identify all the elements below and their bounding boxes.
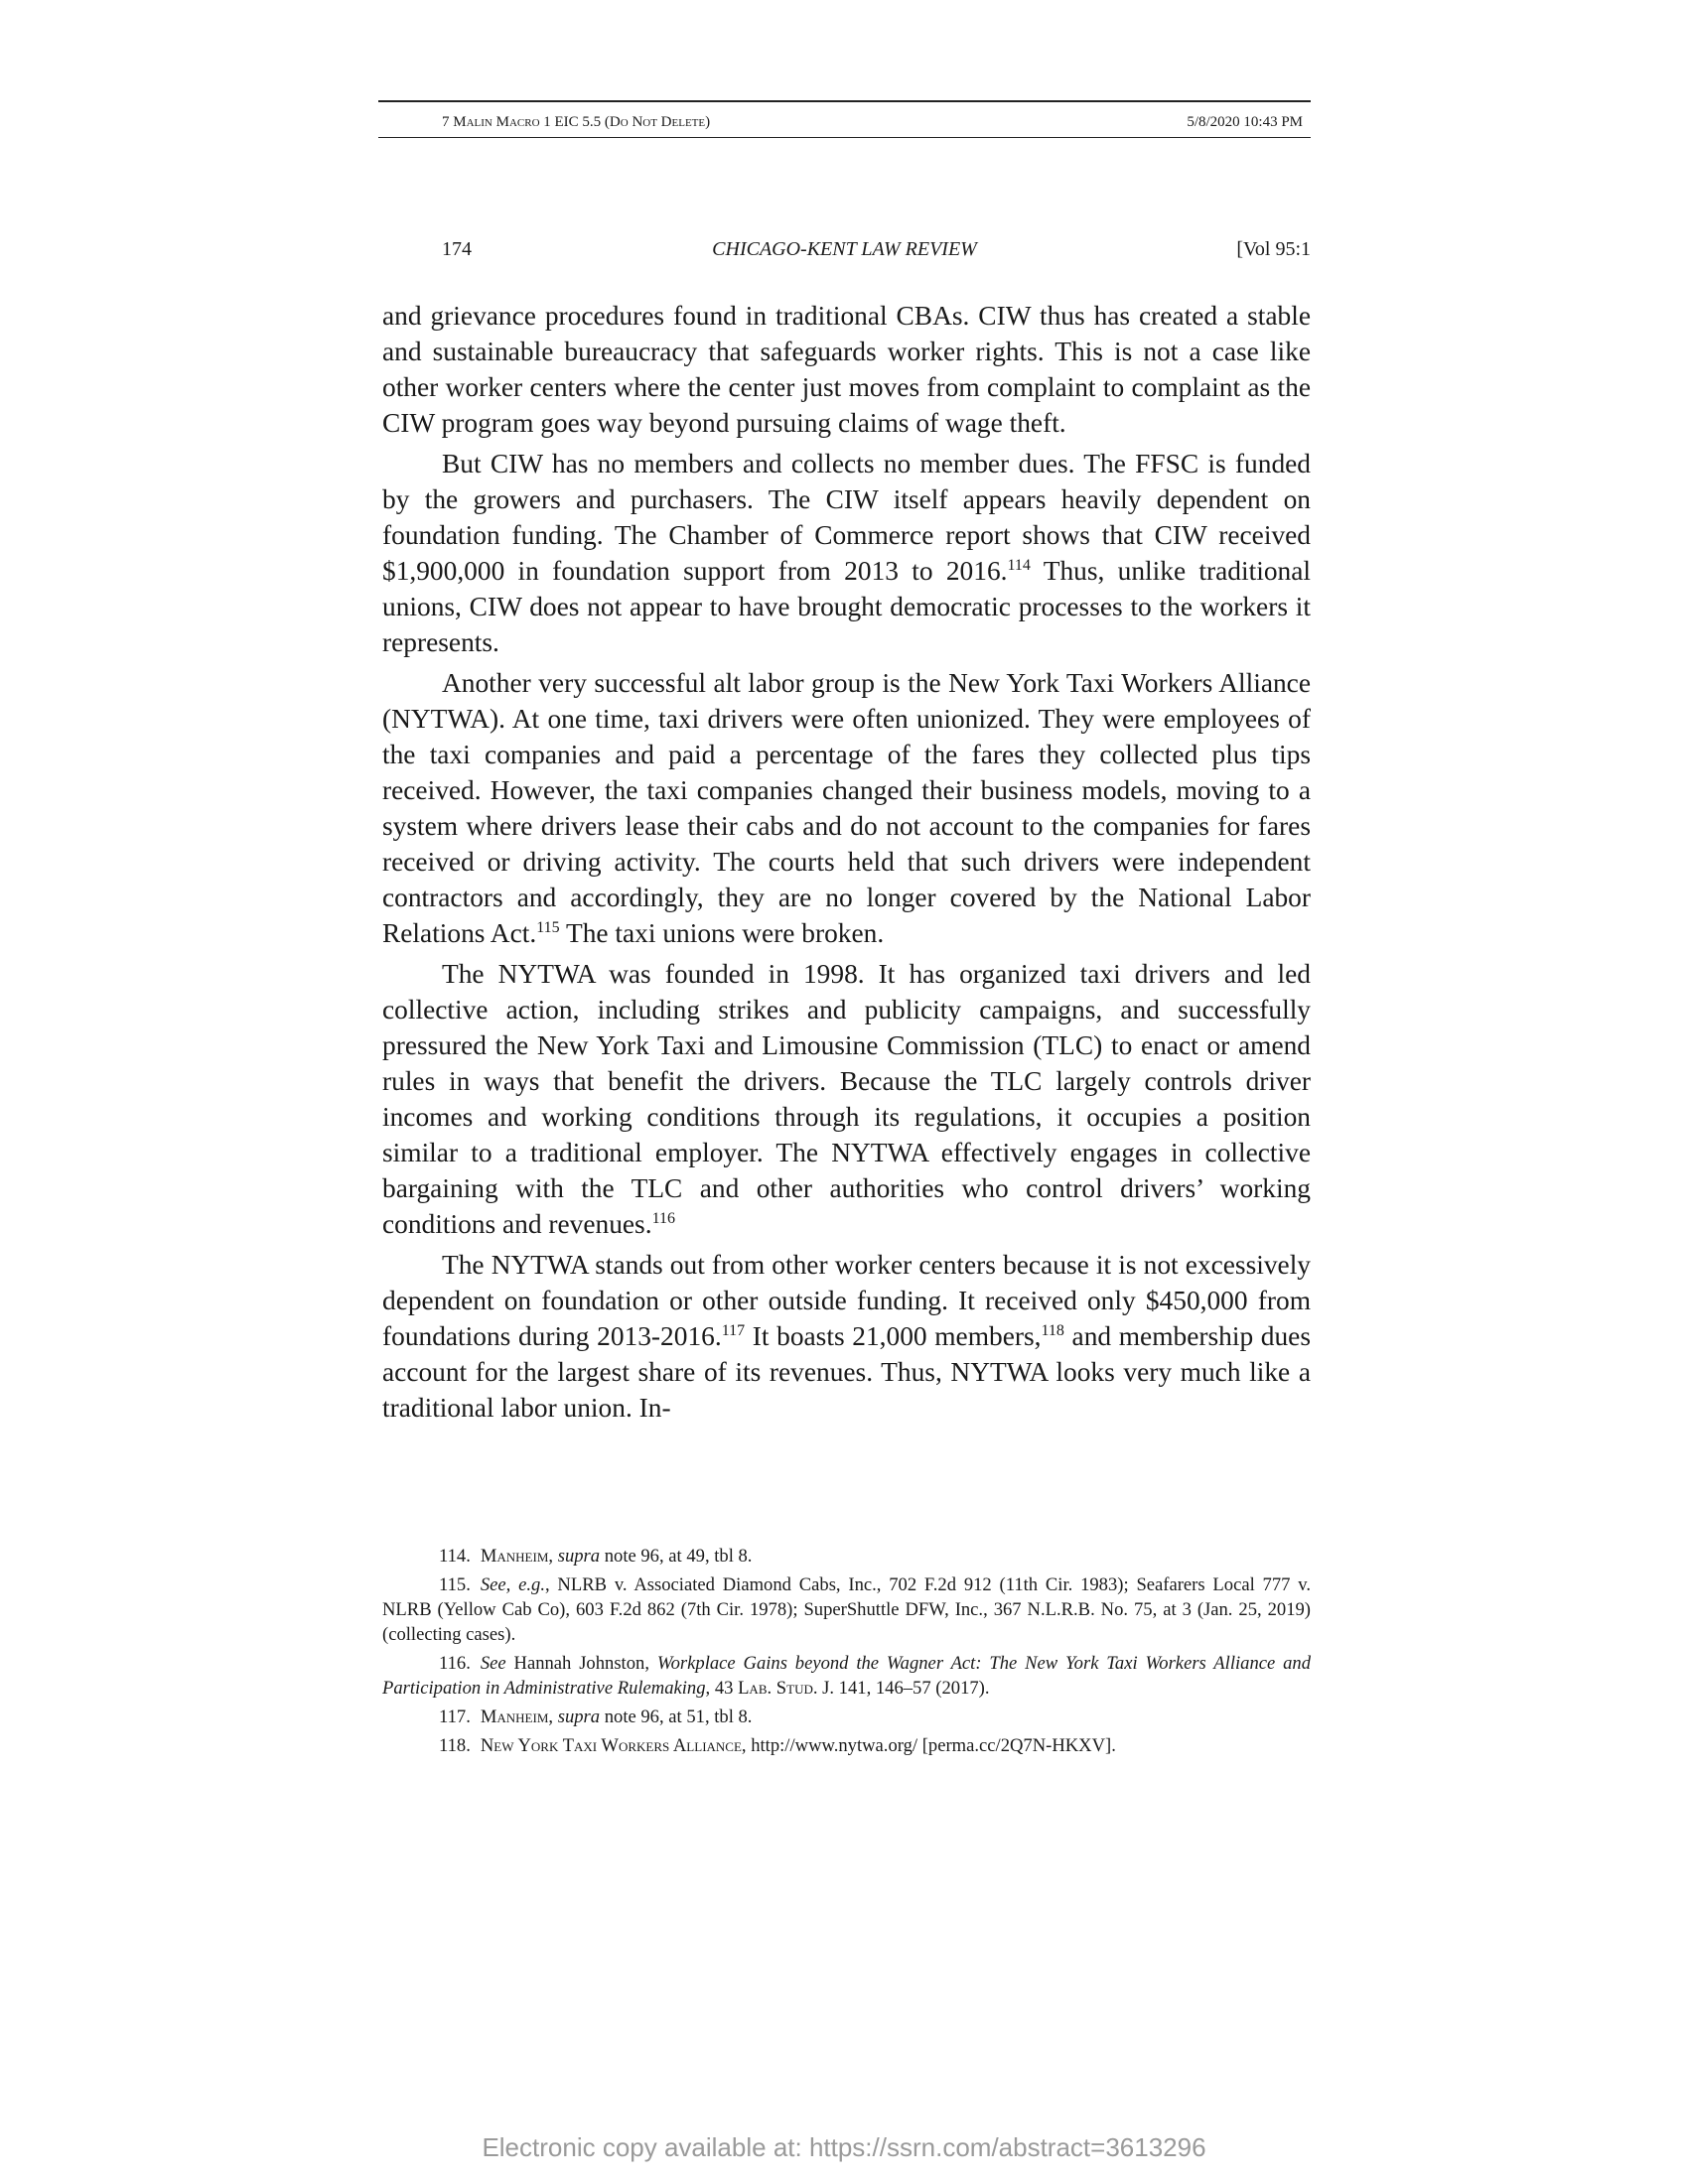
body-text: [382, 298, 1311, 1426]
footnote-117: 117. Manheim, supra note 96, at 51, tbl 8.: [439, 1706, 753, 1727]
footnote-114: 114. Manheim, supra note 96, at 49, tbl 8.: [439, 1546, 753, 1567]
footnotes: [382, 1544, 1311, 1762]
footnote-ref[interactable]: 115: [536, 919, 560, 936]
footnote-ref[interactable]: 118: [1041, 1322, 1064, 1339]
page-number: 174: [442, 238, 472, 260]
footnote-116: 116. See Hannah Johnston, Workplace Gains beyond the Wagner Act: The New York Taxi Workers Alliance and Participation in Administrative Rulemaking, 43 Lab. Stud. J. 141, 146–57 (2017).: [382, 1653, 1311, 1699]
footnote-link[interactable]: , http://www.nytwa.org/ [perma.cc/2Q7N-HKXV].: [741, 1735, 1116, 1756]
paragraph: and grievance procedures found in traditional CBAs. CIW thus has created a stable and sustainable bureaucracy that safeguards worker rights. This is not a case like other worker centers where the center just moves from complaint to complaint as the CIW program goes way beyond pursuing claims of wage theft.: [382, 301, 1311, 438]
paragraph: The NYTWA was founded in 1998. It has organized taxi drivers and led collective action, including strikes and publicity campaigns, and successfully pressured the New York Taxi and Limousine Commission (TLC) to enact or amend rules in ways that benefit the drivers. Because the TLC largely controls driver incomes and working conditions through its regulations, it occupies a position similar to a traditional employer. The NYTWA effectively engages in collective bargaining with the TLC and other authorities who control drivers’ working conditions and revenues.$^{116}$: [382, 959, 1311, 1239]
footnote-ref[interactable]: 117: [721, 1322, 746, 1339]
running-head: [378, 100, 1311, 138]
footnote-115: 115. See, e.g., NLRB v. Associated Diamond Cabs, Inc., 702 F.2d 912 (11th Cir. 1983); Seafarers Local 777 v. NLRB (Yellow Cab Co), 603 F.2d 862 (7th Cir. 1978); SuperShuttle DFW, Inc., 367 N.L.R.B. No. 75, at 3 (Jan. 25, 2019) (collecting cases).: [382, 1574, 1311, 1645]
page-header: [378, 238, 1311, 268]
running-head-date: 5/8/2020 10:43 PM: [1187, 114, 1303, 130]
paragraph: Another very successful alt labor group is the New York Taxi Workers Alliance (NYTWA). At one time, taxi drivers were often unionized. They were employees of the taxi companies and paid a percentage of the fares they collected plus tips received. However, the taxi companies changed their business models, moving to a system where drivers lease their cabs and do not account to the companies for fares received or driving activity. The courts held that such drivers were independent contractors and accordingly, they are no longer covered by the National Labor Relations Act.$^{115}$ The taxi unions were broken.: [382, 668, 1311, 948]
footnote-118: 118. New York Taxi Workers Alliance, http://www.nytwa.org/ [perma.cc/2Q7N-HKXV].: [439, 1735, 1116, 1756]
paragraph: But CIW has no members and collects no member dues. The FFSC is funded by the growers and purchasers. The CIW itself appears heavily dependent on foundation funding. The Chamber of Commerce report shows that CIW received $1,900,000 in foundation support from 2013 to 2016.$^{114}$ Thus, unlike traditional unions, CIW does not appear to have brought democratic processes to the workers it represents.: [382, 449, 1311, 657]
footnote-ref[interactable]: 116: [651, 1210, 675, 1227]
volume-label: [Vol 95:1: [1236, 238, 1311, 260]
paragraph: The NYTWA stands out from other worker centers because it is not excessively dependent on foundation or other outside funding. It received only $450,000 from foundations during 2013-2016.$^{117}$ It boasts 21,000 members,$^{118}$ and membership dues account for the largest share of its revenues. Thus, NYTWA looks very much like a traditional labor union. In-: [382, 1250, 1312, 1423]
journal-title: CHICAGO-KENT LAW REVIEW: [712, 238, 977, 260]
running-head-left: 7 Malin Macro 1 EIC 5.5 (Do Not Delete): [442, 114, 711, 130]
footnote-ref[interactable]: 114: [1007, 557, 1031, 574]
ssrn-footer[interactable]: Electronic copy available at: https://ssrn.com/abstract=3613296: [482, 2132, 1206, 2162]
